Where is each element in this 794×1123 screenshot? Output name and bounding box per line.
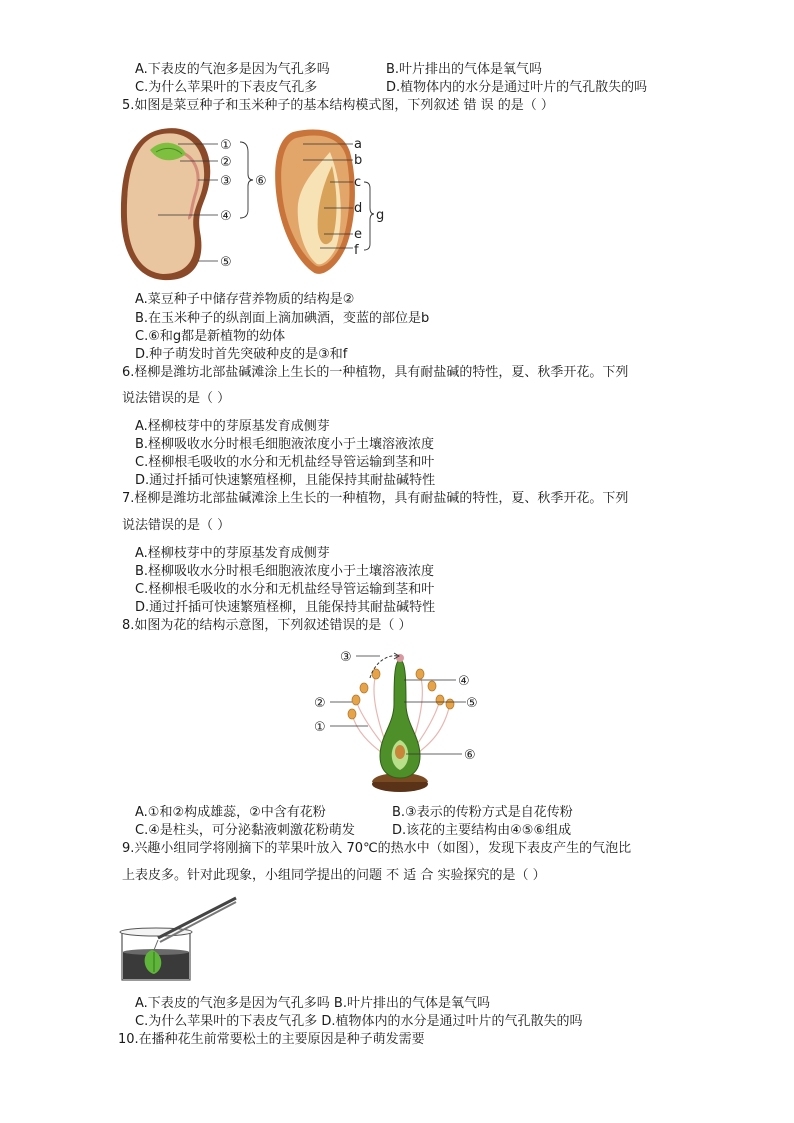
q6-option-c: C.柽柳根毛吸收的水分和无机盐经导管运输到茎和叶 bbox=[135, 455, 435, 470]
q5-option-c: C.⑥和g都是新植物的幼体 bbox=[135, 329, 286, 344]
q6-option-a: A.柽柳枝芽中的芽原基发育成侧芽 bbox=[135, 419, 330, 434]
flower-label-2: ② bbox=[314, 696, 326, 711]
flower-label-3: ③ bbox=[340, 650, 352, 665]
flower-label-1: ① bbox=[314, 720, 326, 735]
q8-option-b: B.③表示的传粉方式是自花传粉 bbox=[392, 805, 573, 820]
question-7-stem: 7.柽柳是潍坊北部盐碱滩涂上生长的一种植物，具有耐盐碱的特性，夏、秋季开花。下列 bbox=[122, 491, 629, 506]
flower-label-4: ④ bbox=[458, 674, 470, 689]
corn-label-a: a bbox=[354, 137, 362, 152]
bean-label-3: ③ bbox=[220, 174, 232, 189]
q6-option-b: B.柽柳吸收水分时根毛细胞液浓度小于土壤溶液浓度 bbox=[135, 437, 435, 452]
bean-label-6: ⑥ bbox=[255, 174, 267, 189]
question-6-stem: 6.柽柳是潍坊北部盐碱滩涂上生长的一种植物，具有耐盐碱的特性，夏、秋季开花。下列 bbox=[122, 365, 629, 380]
corn-label-d: d bbox=[354, 201, 363, 216]
q8-option-d: D.该花的主要结构由④⑤⑥组成 bbox=[392, 823, 572, 838]
q5-option-b: B.在玉米种子的纵剖面上滴加碘酒，变蓝的部位是b bbox=[135, 311, 430, 326]
bean-label-1: ① bbox=[220, 138, 232, 153]
corn-label-c: c bbox=[354, 175, 362, 190]
q7-option-b: B.柽柳吸收水分时根毛细胞液浓度小于土壤溶液浓度 bbox=[135, 564, 435, 579]
q7-option-a: A.柽柳枝芽中的芽原基发育成侧芽 bbox=[135, 546, 330, 561]
corn-label-f: f bbox=[354, 243, 359, 258]
bean-label-2: ② bbox=[220, 155, 232, 170]
seed-diagram bbox=[118, 122, 398, 286]
bean-label-4: ④ bbox=[220, 209, 232, 224]
corn-label-b: b bbox=[354, 153, 363, 168]
flower-label-5: ⑤ bbox=[466, 696, 478, 711]
q7-option-c: C.柽柳根毛吸收的水分和无机盐经导管运输到茎和叶 bbox=[135, 582, 435, 597]
option-b: B.叶片排出的气体是氧气吗 bbox=[386, 62, 543, 77]
flower-label-6: ⑥ bbox=[464, 748, 476, 763]
q9-options-ab: A.下表皮的气泡多是因为气孔多吗 B.叶片排出的气体是氧气吗 bbox=[135, 996, 490, 1011]
question-9-stem: 9.兴趣小组同学将刚摘下的苹果叶放入 70℃的热水中（如图），发现下表皮产生的气泡比 bbox=[122, 841, 632, 856]
option-c: C.为什么苹果叶的下表皮气孔多 bbox=[135, 80, 318, 95]
q6-option-d: D.通过扦插可快速繁殖柽柳，且能保持其耐盐碱特性 bbox=[135, 473, 436, 488]
q9-options-cd: C.为什么苹果叶的下表皮气孔多 D.植物体内的水分是通过叶片的气孔散失的吗 bbox=[135, 1014, 583, 1029]
q8-option-a: A.①和②构成雄蕊，②中含有花粉 bbox=[135, 805, 326, 820]
option-a: A.下表皮的气泡多是因为气孔多吗 bbox=[135, 62, 330, 77]
q5-option-a: A.菜豆种子中储存营养物质的结构是② bbox=[135, 292, 355, 307]
bean-label-5: ⑤ bbox=[220, 255, 232, 270]
q5-option-d: D.种子萌发时首先突破种皮的是③和f bbox=[135, 347, 348, 362]
q8-option-c: C.④是柱头，可分泌黏液刺激花粉萌发 bbox=[135, 823, 355, 838]
beaker-diagram bbox=[118, 892, 243, 984]
question-8-stem: 8.如图为花的结构示意图，下列叙述错误的是（ ） bbox=[122, 618, 412, 633]
question-6-stem-2: 说法错误的是（ ） bbox=[122, 391, 231, 406]
question-10-stem: 10.在播种花生前常要松土的主要原因是种子萌发需要 bbox=[118, 1032, 425, 1047]
q7-option-d: D.通过扦插可快速繁殖柽柳，且能保持其耐盐碱特性 bbox=[135, 600, 436, 615]
option-d: D.植物体内的水分是通过叶片的气孔散失的吗 bbox=[386, 80, 648, 95]
question-5-stem: 5.如图是菜豆种子和玉米种子的基本结构模式图，下列叙述 错 误 的是（ ） bbox=[122, 98, 554, 113]
corn-label-g: g bbox=[376, 208, 385, 223]
flower-diagram bbox=[308, 644, 488, 794]
corn-label-e: e bbox=[354, 227, 362, 242]
question-9-stem-2: 上表皮多。针对此现象，小组同学提出的问题 不 适 合 实验探究的是（ ） bbox=[122, 868, 546, 883]
question-7-stem-2: 说法错误的是（ ） bbox=[122, 518, 231, 533]
